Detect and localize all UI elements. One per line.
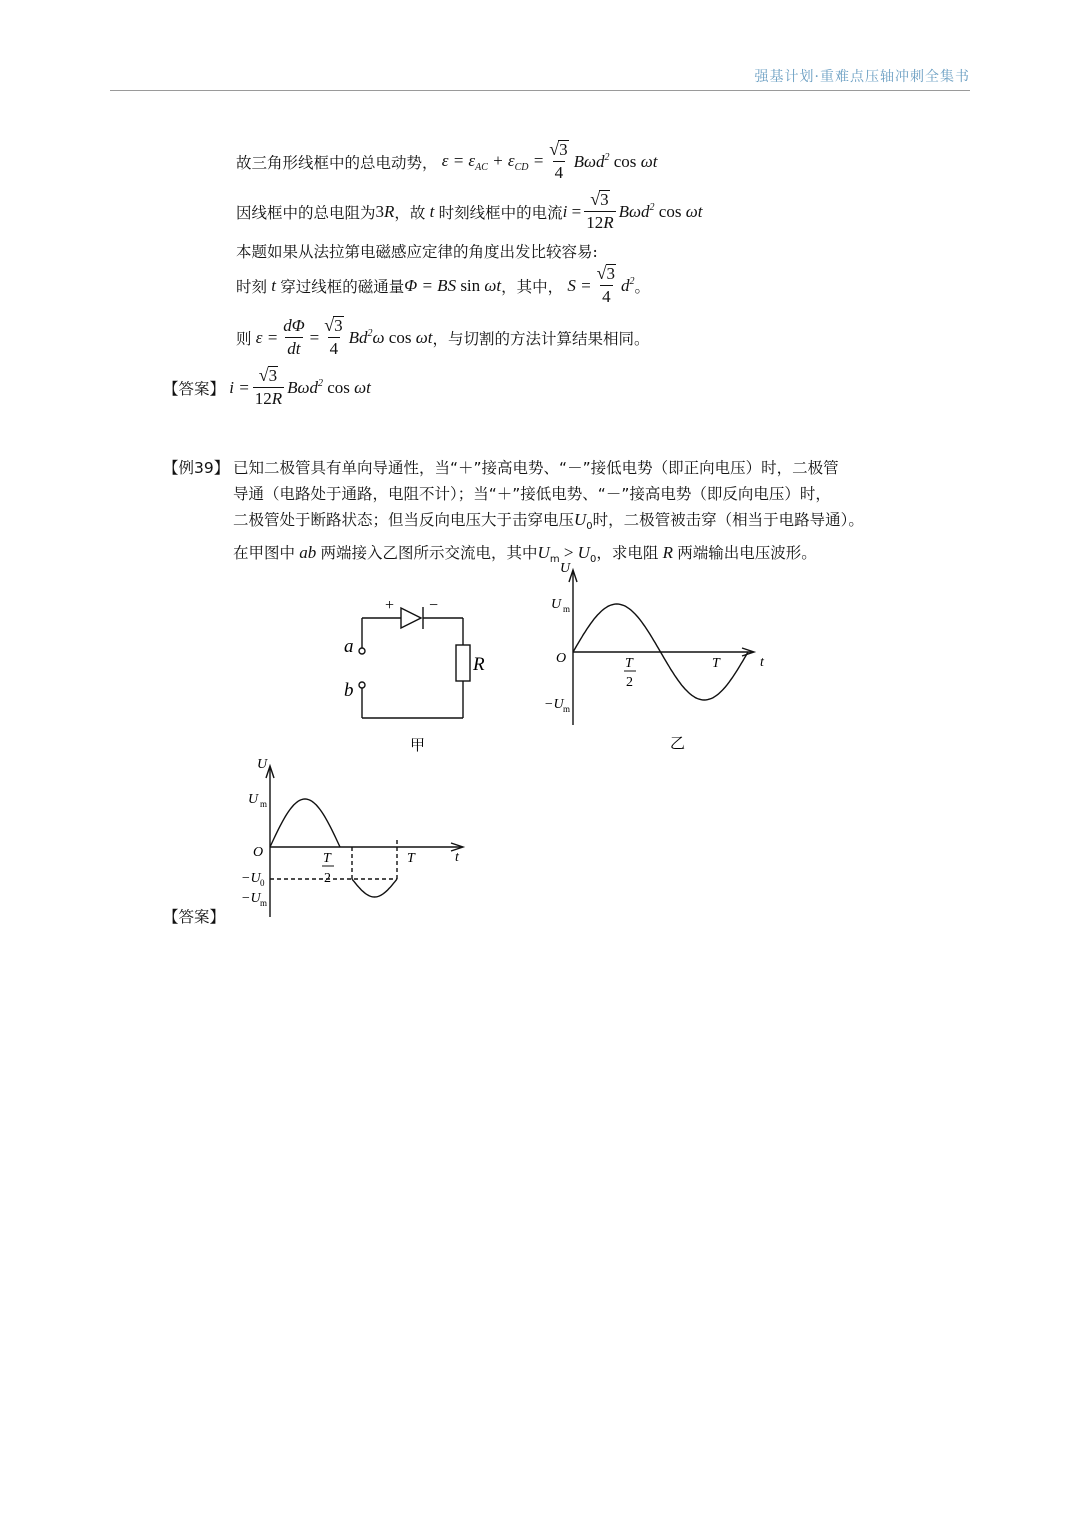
fraction-dphi-dt: $\frac{d\Phi}{dt}$ xyxy=(283,316,305,358)
page-header xyxy=(110,66,970,91)
answer-fraction: √ 3 12R xyxy=(254,365,283,408)
ans-x-axis-label: t xyxy=(455,850,459,865)
ans-neg-um-sub: m xyxy=(260,898,268,908)
ans-y-axis-label: U xyxy=(257,757,268,772)
example-line-1: 已知二极管具有单向导通性，当“＋”接高电势、“－”接低电势（即正向电压）时，二极管 xyxy=(233,459,839,477)
solution-line-5: 则 ε = $\frac{d\Phi}{dt}$ = √ 3 4 Bd$^2$ω cos ωt ，与切割的方法计算结果相同。 xyxy=(236,315,650,358)
answer-tag-2: 【答案】 xyxy=(163,908,226,926)
solution-line-4: 时刻 t 穿过线框的磁通量 Φ = BS sin ωt ，其中， S = √ 3 4 $d^2$ 。 xyxy=(236,263,651,306)
input-voltage-graph xyxy=(540,560,780,755)
emf-formula: $\varepsilon = \varepsilon_{AC} + \varepsilon_{CD}$ = xyxy=(437,150,545,173)
solution-line-2: 因线框中的总电阻为 3 R ，故 t 时刻线框中的电流 i = √ 3 12R Bωd$^2$ cos ωt xyxy=(236,189,703,232)
fraction-sqrt3-over-12R: √ 3 12R xyxy=(586,189,614,232)
output-voltage-graph xyxy=(235,752,475,922)
x-axis-label: t xyxy=(760,655,764,670)
ans-um-sub: m xyxy=(260,799,268,809)
diode-minus: − xyxy=(429,597,439,614)
header-title: 强基计划·重难点压轴冲刺全集书 xyxy=(754,69,970,85)
terminal-b-label: b xyxy=(344,680,354,701)
solution-line-1 xyxy=(236,140,657,183)
um-sub: m xyxy=(563,604,571,614)
ans-period-label: T xyxy=(407,851,415,866)
resistor-label: R xyxy=(473,654,485,675)
line4-text-a: 时刻 xyxy=(236,277,268,296)
neg-um-label: −U xyxy=(544,697,564,712)
example-39-tag: 【例39】 xyxy=(163,459,230,477)
ans-neg-u0-sub: 0 xyxy=(260,878,265,888)
fraction-sqrt3-over-4-b: √ 3 4 xyxy=(324,315,343,358)
emf-tail: Bωd$^2$ cos ωt xyxy=(573,151,658,171)
line2-text-c: 时刻线框中的电流 xyxy=(438,203,563,222)
ans-half-period-den: 2 xyxy=(324,871,331,886)
fraction-area: √ 3 4 xyxy=(596,263,616,306)
line4-text-d: 。 xyxy=(634,277,651,296)
answer-tag-1: 【答案】 xyxy=(163,379,226,398)
period-label: T xyxy=(712,656,720,671)
graph-caption: 乙 xyxy=(670,734,686,752)
neg-um-sub: m xyxy=(563,704,571,714)
example-line-2: 导通（电路处于通路，电阻不计）；当“＋”接低电势、“－”接高电势（即反向电压）时， xyxy=(233,485,831,503)
ans-neg-u0-label: −U xyxy=(241,871,261,886)
fraction-sqrt3-over-4: √ 3 4 xyxy=(549,139,568,182)
ans-half-period-num: T xyxy=(323,851,331,866)
circuit-diagram xyxy=(335,590,485,760)
example-line-4: 在甲图中 ab 两端接入乙图所示交流电，其中$U_m > U_0$，求电阻 R 两端输出电压波形。 xyxy=(233,543,817,566)
answer-line-1: 【答案】 i = √ 3 12R Bωd$^2$ cos ωt xyxy=(163,365,371,408)
diode-plus: + xyxy=(385,597,395,614)
example-line-3: 二极管处于断路状态；但当反向电压大于击穿电压$U_0$时，二极管被击穿（相当于电路导通）。 xyxy=(233,510,864,533)
circuit-caption: 甲 xyxy=(410,736,426,754)
line4-text-c: ，其中， xyxy=(501,277,564,296)
answer-line-2 xyxy=(163,905,225,927)
um-label: U xyxy=(551,597,562,612)
line4-text-b: 穿过线框的磁通量 xyxy=(280,277,405,296)
clipped-negative-wave xyxy=(352,879,397,897)
solution-line-3 xyxy=(236,240,598,262)
example-39-body xyxy=(233,455,864,573)
line3-text: 本题如果从法拉第电磁感应定律的角度出发比较容易: xyxy=(236,243,598,261)
ans-origin-label: O xyxy=(253,845,264,860)
line5-text-a: 则 xyxy=(236,329,252,348)
line1-text: 故三角形线框中的总电动势， xyxy=(236,153,438,172)
half-period-num: T xyxy=(625,656,633,671)
half-period-den: 2 xyxy=(626,675,633,690)
positive-half-wave xyxy=(270,799,340,847)
origin-label: O xyxy=(556,651,567,666)
terminal-a-label: a xyxy=(344,636,354,657)
line2-text-b: ，故 xyxy=(394,203,426,222)
y-axis-label: U xyxy=(560,561,571,576)
line2-text-a: 因线框中的总电阻为 xyxy=(236,203,376,222)
ans-um-label: U xyxy=(248,792,259,807)
line5-text-b: ，与切割的方法计算结果相同。 xyxy=(432,329,650,348)
ans-neg-um-label: −U xyxy=(241,891,261,906)
